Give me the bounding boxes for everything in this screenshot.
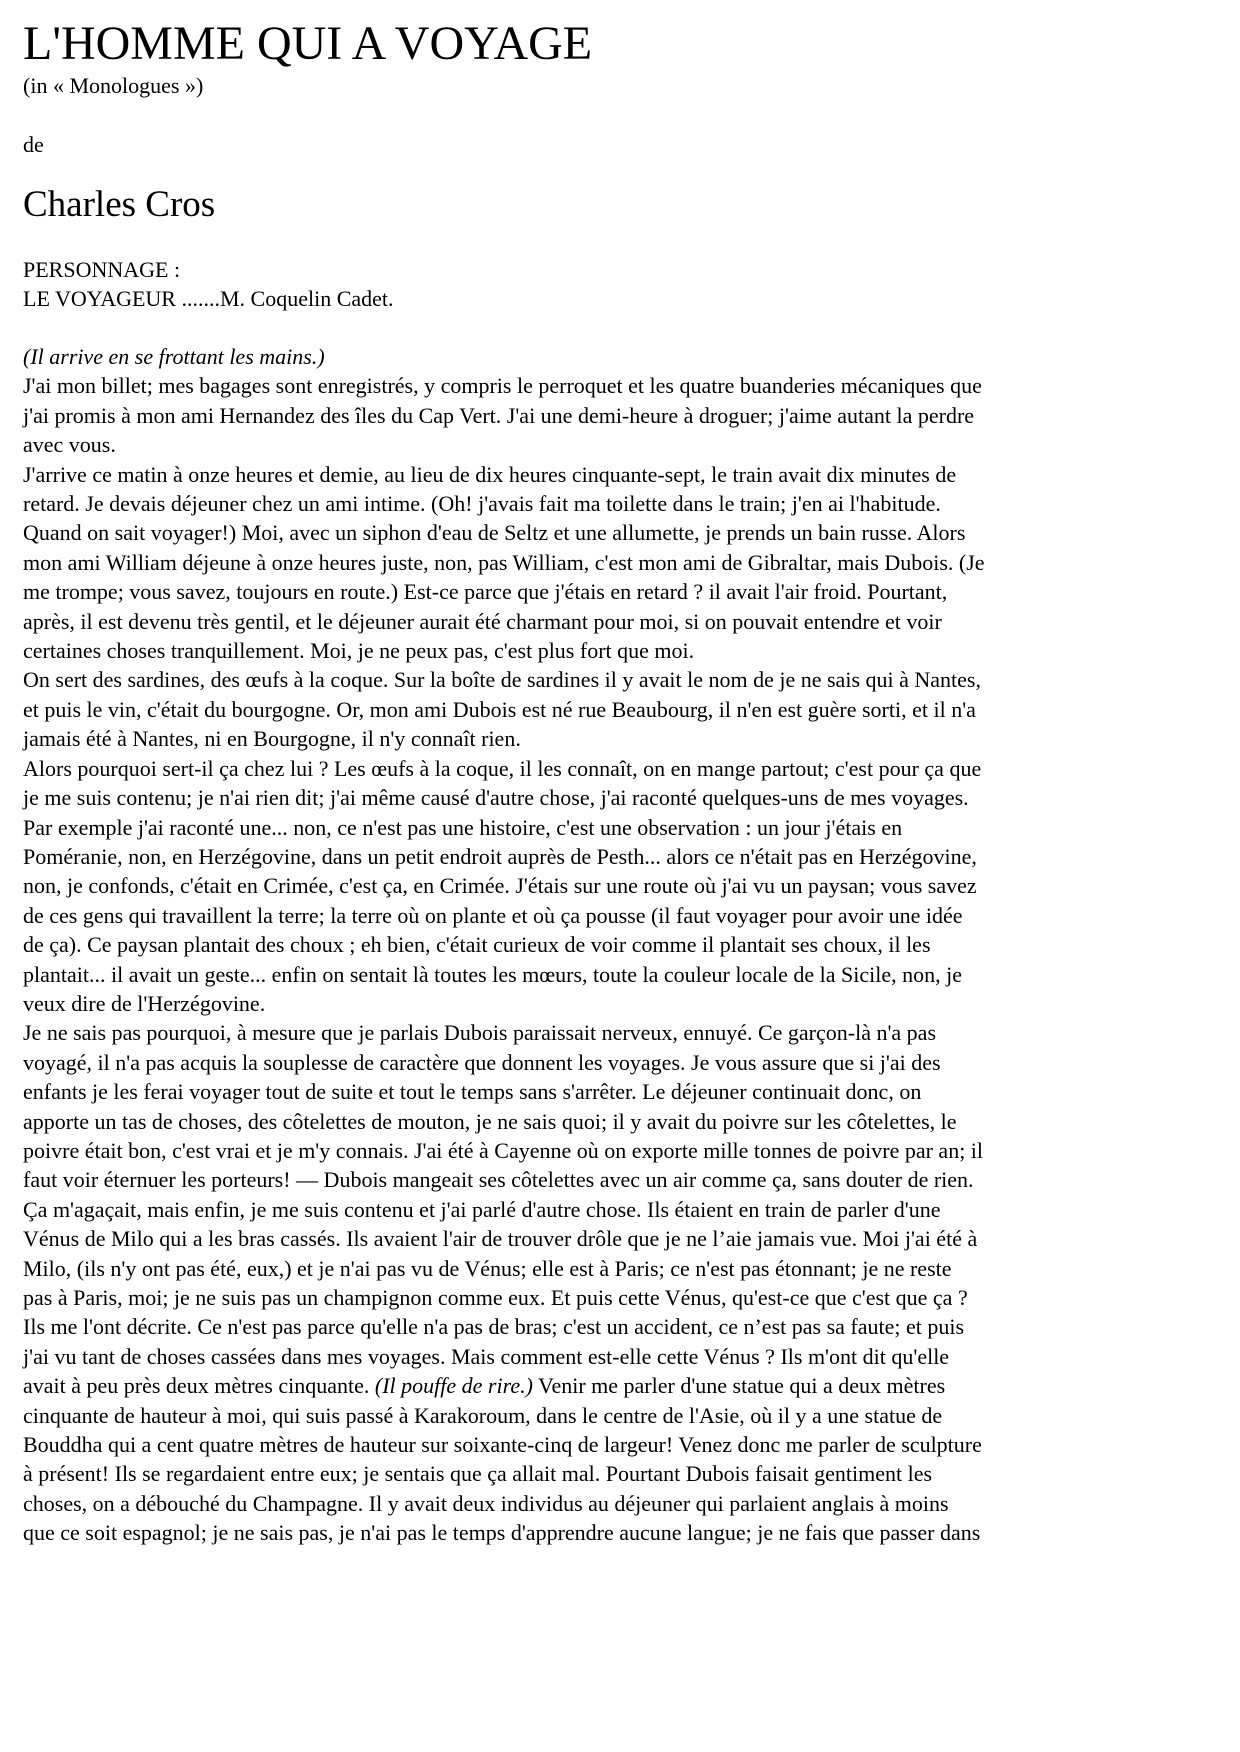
author-name: Charles Cros [23, 184, 216, 225]
paragraph [23, 460, 1098, 666]
text-line: pas à Paris, moi; je ne suis pas un champignon comme eux. Et puis cette Vénus, qu'est-ce que c'est que ça ? [23, 1285, 968, 1310]
text-line: Alors pourquoi sert-il ça chez lui ? Les œufs à la coque, il les connaît, on en mange partout; c'est pour ça que [23, 755, 982, 781]
text-segment: Venir me parler d'une statue qui a deux mètres [532, 1373, 946, 1399]
text-line: mon ami William déjeune à onze heures juste, non, pas William, c'est mon ami de Gibraltar, mais Dubois. (Je [23, 549, 985, 575]
paragraph [23, 371, 1098, 459]
text-line: et puis le vin, c'était du bourgogne. Or, mon ami Dubois est né rue Beaubourg, il n'en est guère sorti, et il n'a [23, 696, 976, 722]
text-line: Poméranie, non, en Herzégovine, dans un petit endroit auprès de Pesth... alors ce n'était pas en Herzégovine, [23, 843, 977, 869]
paragraph [23, 1018, 1098, 1547]
text-line: enfants je les ferai voyager tout de suite et tout le temps sans s'arrêter. Le déjeuner continuait donc, on [23, 1079, 922, 1105]
text-line: J'ai mon billet; mes bagages sont enregistrés, y compris le perroquet et les quatre buanderies mécaniques que [23, 373, 982, 399]
text-line: à présent! Ils se regardaient entre eux; je sentais que ça allait mal. Pourtant Dubois faisait gentiment les [23, 1461, 933, 1487]
paragraph [23, 754, 1098, 1019]
stage-direction [23, 342, 1098, 371]
text-line: apporte un tas de choses, des côtelettes de mouton, je ne sais quoi; il y avait du poivre sur les côtelettes, le [23, 1108, 957, 1134]
text-line: Par exemple j'ai raconté une... non, ce n'est pas une histoire, c'est une observation : un jour j'étais en [23, 814, 903, 840]
byline-prefix: de [23, 132, 44, 157]
cast-list [23, 255, 394, 314]
text-line: Je ne sais pas pourquoi, à mesure que je parlais Dubois paraissait nerveux, ennuyé. Ce garçon-là n'a pas [23, 1020, 937, 1046]
monologue-text [23, 342, 1098, 1548]
text-line: de ces gens qui travaillent la terre; la terre où on plante et où ça pousse (il faut voyager pour avoir une idée [23, 902, 963, 928]
text-line: avec vous. [23, 432, 116, 458]
cast-heading: PERSONNAGE : [23, 257, 181, 282]
text-line: plantait... il avait un geste... enfin on sentait là toutes les mœurs, toute la couleur locale de la Sicile, non, je [23, 961, 963, 987]
text-line: poivre était bon, c'est vrai et je m'y connais. J'ai été à Cayenne où on exporte mille tonnes de poivre par an; il [23, 1137, 984, 1163]
text-line: me trompe; vous savez, toujours en route.) Est-ce parce que j'étais en retard ? il avait l'air froid. Pourtant, [23, 579, 948, 605]
paragraph [23, 665, 1098, 753]
text-line: que ce soit espagnol; je ne sais pas, je n'ai pas le temps d'apprendre aucune langue; je ne fais que passer dans [23, 1520, 981, 1546]
text-line: Milo, (ils n'y ont pas été, eux,) et je n'ai pas vu de Vénus; elle est à Paris; ce n'est pas étonnant; je ne reste [23, 1255, 952, 1281]
text-line: retard. Je devais déjeuner chez un ami intime. (Oh! j'avais fait ma toilette dans le train; j'en ai l'habitude. [23, 491, 941, 517]
text-line: après, il est devenu très gentil, et le déjeuner aurait été charmant pour moi, si on pouvait entendre et voir [23, 608, 942, 634]
text-segment: avait à peu près deux mètres cinquante. [23, 1373, 375, 1399]
text-line: J'arrive ce matin à onze heures et demie, au lieu de dix heures cinquante-sept, le train avait dix minutes de [23, 461, 957, 487]
document-title: L'HOMME QUI A VOYAGE [23, 17, 593, 70]
text-line: Ça m'agaçait, mais enfin, je me suis contenu et j'ai parlé d'autre chose. Ils étaient en train de parler d'une [23, 1196, 941, 1222]
text-line: certaines choses tranquillement. Moi, je ne peux pas, c'est plus fort que moi. [23, 638, 695, 664]
text-line: On sert des sardines, des œufs à la coque. Sur la boîte de sardines il y avait le nom de je ne sais qui à Nantes, [23, 667, 981, 693]
text-line: je me suis contenu; je n'ai rien dit; j'ai même causé d'autre chose, j'ai raconté quelques-uns de mes voyages. [23, 785, 969, 811]
stage-direction-text: (Il arrive en se frottant les mains.) [23, 344, 325, 369]
text-line: faut voir éternuer les porteurs! — Dubois mangeait ses côtelettes avec un air comme ça, sans douter de rien. [23, 1167, 974, 1193]
text-line: j'ai vu tant de choses cassées dans mes voyages. Mais comment est-elle cette Vénus ? Ils m'ont dit qu'elle [23, 1343, 950, 1369]
text-line: non, je confonds, c'était en Crimée, c'est ça, en Crimée. J'étais sur une route où j'ai vu un paysan; vous savez [23, 873, 977, 899]
text-line: jamais été à Nantes, ni en Bourgogne, il n'y connaît rien. [23, 726, 521, 752]
text-line: choses, on a débouché du Champagne. Il y avait deux individus au déjeuner qui parlaient anglais à moins [23, 1490, 949, 1516]
text-line-mixed [23, 1371, 1098, 1400]
text-line: Vénus de Milo qui a les bras cassés. Ils avaient l'air de trouver drôle que je ne l’aie jamais vue. Moi j'ai été à [23, 1226, 978, 1252]
text-line: voyagé, il n'a pas acquis la souplesse de caractère que donnent les voyages. Je vous assure que si j'ai des [23, 1049, 941, 1075]
stage-direction-inline: (Il pouffe de rire.) [374, 1373, 533, 1399]
text-line: Ils me l'ont décrite. Ce n'est pas parce qu'elle n'a pas de bras; c'est un accident, ce n’est pas sa faute; et puis [23, 1314, 965, 1340]
document-subtitle: (in « Monologues ») [23, 73, 204, 98]
text-line: cinquante de hauteur à moi, qui suis passé à Karakoroum, dans le centre de l'Asie, où il y a une statue de [23, 1402, 943, 1428]
text-line: Quand on sait voyager!) Moi, avec un siphon d'eau de Seltz et une allumette, je prends un bain russe. Alors [23, 520, 966, 546]
text-line: Bouddha qui a cent quatre mètres de hauteur sur soixante-cinq de largeur! Venez donc me parler de sculpture [23, 1432, 982, 1458]
text-line: de ça). Ce paysan plantait des choux ; eh bien, c'était curieux de voir comme il plantait ses choux, il les [23, 932, 931, 958]
text-line: j'ai promis à mon ami Hernandez des îles du Cap Vert. J'ai une demi-heure à droguer; j'aime autant la perdre [23, 402, 975, 428]
text-line: veux dire de l'Herzégovine. [23, 990, 266, 1016]
cast-entry: LE VOYAGEUR .......M. Coquelin Cadet. [23, 286, 394, 312]
